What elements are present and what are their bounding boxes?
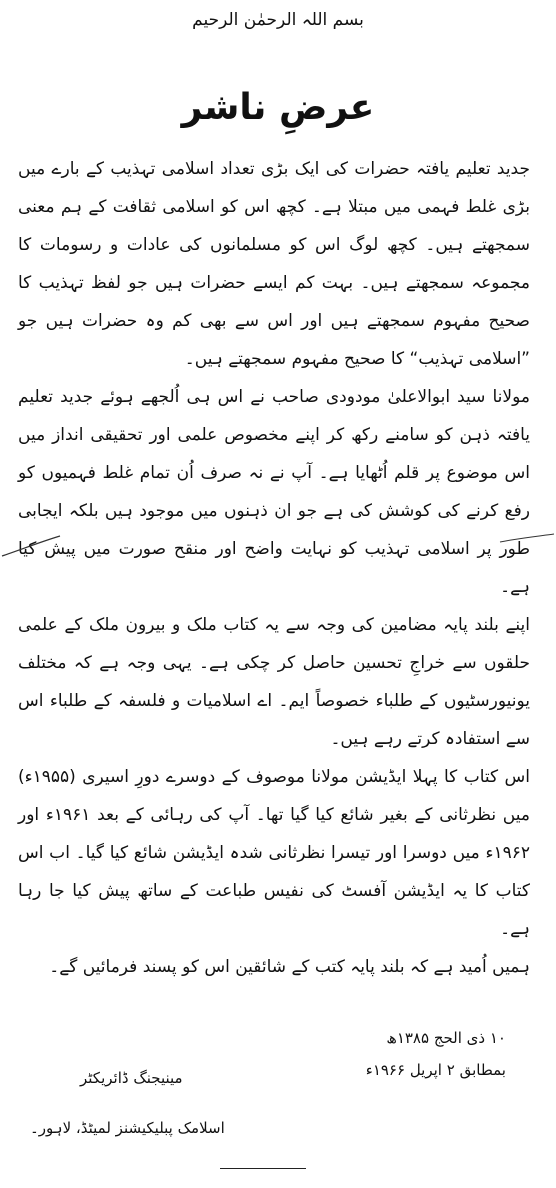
paragraph-4: اس کتاب کا پہلا ایڈیشن مولانا موصوف کے دوسرے دورِ اسیری (۱۹۵۵ء) میں نظرثانی کے بغیر شائع کیا گیا تھا۔ آپ کی رہائی کے بعد ۱۹۶۱ء اور ۱۹۶۲ء میں دوسرا اور تیسرا نظرثانی شدہ ایڈیشن شائع کیا گیا۔ اب اس کتاب کا یہ ایڈیشن آفسٹ کی نفیس طباعت کے ساتھ پیش کیا جا رہا ہے۔ [18,767,530,939]
date-block [366,1022,506,1086]
page-title: عرضِ ناشر [181,87,375,128]
footer [20,1022,536,1142]
paragraph-2: مولانا سید ابوالاعلیٰ مودودی صاحب نے اس ہی اُلجھے ہوئے جدید تعلیم یافتہ ذہن کو سامنے رکھ کر اپنے مخصوص علمی اور تحقیقی انداز میں اس موضوع پر قلم اُٹھایا ہے۔ آپ نے نہ صرف اُن تمام غلط فہمیوں کو رفع کرنے کی کوشش کی ہے جو ان ذہنوں میں موجود ہیں بلکہ ایجابی طور پر اسلامی تہذیب کو نہایت واضح اور منقح صورت میں پیش کیا ہے۔ [18,387,530,597]
publisher-name: اسلامک پبلیکیشنز لمیٹڈ، لاہور۔ [30,1119,225,1137]
paragraph-1: جدید تعلیم یافتہ حضرات کی ایک بڑی تعداد اسلامی تہذیب کے بارے میں بڑی غلط فہمی میں مبتلا ہے۔ کچھ اس کو اسلامی ثقافت کے ہم معنی سمجھتے ہیں۔ کچھ لوگ اس کو مسلمانوں کی عادات و رسومات کا مجموعہ سمجھتے ہیں۔ بہت کم ایسے حضرات ہیں جو لفظ تہذیب کا صحیح مفہوم سمجھتے ہیں اور اس سے بھی کم وہ حضرات ہیں جو ”اسلامی تہذیب“ کا صحیح مفہوم سمجھتے ہیں۔ [18,159,530,369]
body-text [18,150,530,986]
bismillah-heading: بسم اللہ الرحمٰن الرحیم [192,10,364,30]
date-hijri: ۱۰ ذی الحج ۱۳۸۵ھ [386,1029,506,1047]
bottom-divider [220,1168,306,1169]
signatory-designation: مینیجنگ ڈائریکٹر [80,1069,183,1087]
paragraph-5: ہمیں اُمید ہے کہ بلند پایہ کتب کے شائقین اس کو پسند فرمائیں گے۔ [49,957,530,977]
paragraph-3: اپنے بلند پایہ مضامین کی وجہ سے یہ کتاب ملک و بیرون ملک کے علمی حلقوں سے خراجِ تحسین حاصل کر چکی ہے۔ یہی وجہ ہے کہ مختلف یونیورسٹیوں کے طلباء خصوصاً ایم۔ اے اسلامیات و فلسفہ کے طلباء اس سے استفادہ کرتے رہے ہیں۔ [18,615,530,749]
date-gregorian: بمطابق ۲ اپریل ۱۹۶۶ء [365,1061,506,1079]
